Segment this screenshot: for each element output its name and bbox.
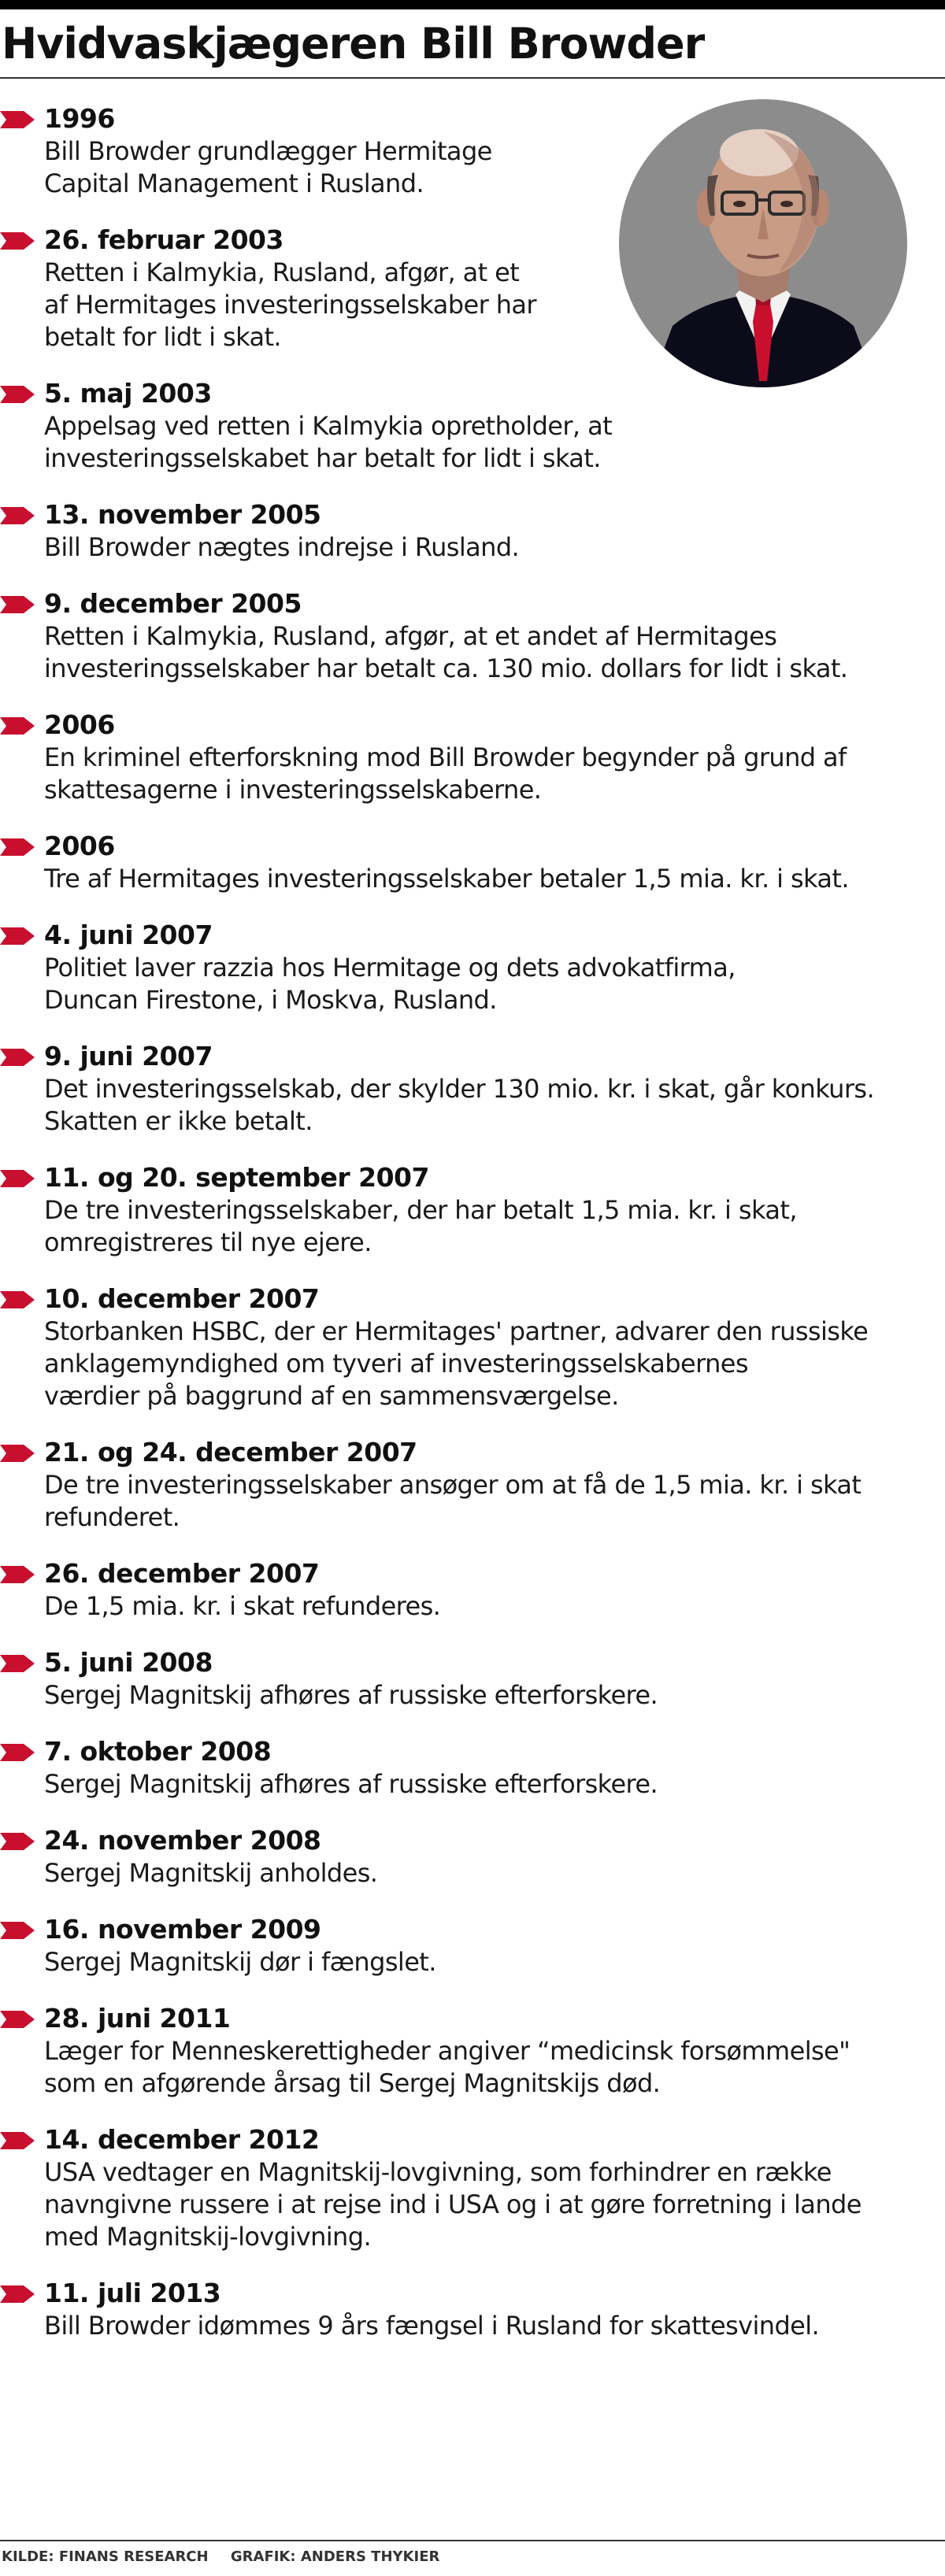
arrow-marker-icon — [0, 1291, 35, 1308]
entry-description: Retten i Kalmykia, Rusland, afgør, at et andet af Hermitages investeringsselskaber har betalt ca. 130 mio. dollars for lidt i skat. — [44, 621, 848, 683]
title-divider — [0, 77, 945, 79]
entry-date: 14. december 2012 — [44, 2124, 320, 2155]
arrow-marker-icon — [0, 232, 35, 250]
entry-description: De 1,5 mia. kr. i skat refunderes. — [44, 1591, 441, 1621]
arrow-marker-icon — [0, 1833, 35, 1850]
arrow-marker-icon — [0, 2011, 35, 2028]
arrow-marker-icon — [0, 1655, 35, 1672]
entry-description: Læger for Menneskerettigheder angiver “medicinsk forsømmelse" som en afgørende årsag til Sergej Magnitskijs død. — [44, 2036, 850, 2098]
entry-date: 5. juni 2008 — [44, 1647, 213, 1678]
timeline-entry — [0, 830, 945, 895]
timeline-entry — [0, 1824, 945, 1889]
source-credit: KILDE: FINANS RESEARCH — [2, 2548, 209, 2565]
entry-description: De tre investeringsselskaber ansøger om at få de 1,5 mia. kr. i skat refunderet. — [44, 1470, 862, 1532]
entry-date: 26. februar 2003 — [44, 224, 284, 255]
entry-description: Sergej Magnitskij dør i fængslet. — [44, 1947, 436, 1977]
timeline-entry — [0, 1913, 945, 1978]
arrow-marker-icon — [0, 386, 35, 403]
timeline-entry — [0, 1040, 945, 1138]
arrow-marker-icon — [0, 1566, 35, 1583]
arrow-marker-icon — [0, 927, 35, 945]
entry-date: 9. december 2005 — [44, 588, 302, 619]
timeline-entry — [0, 1436, 945, 1534]
arrow-marker-icon — [0, 507, 35, 524]
entry-date: 7. oktober 2008 — [44, 1736, 272, 1767]
timeline-entry — [0, 1282, 945, 1412]
timeline-entry — [0, 377, 945, 475]
arrow-marker-icon — [0, 2285, 35, 2303]
timeline — [0, 102, 945, 2342]
timeline-entry — [0, 2123, 945, 2253]
portrait — [617, 98, 909, 389]
bill-browder-portrait-icon — [617, 98, 909, 389]
arrow-marker-icon — [0, 1922, 35, 1939]
arrow-marker-icon — [0, 1744, 35, 1761]
entry-date: 21. og 24. december 2007 — [44, 1437, 417, 1468]
entry-date: 28. juni 2011 — [44, 2003, 231, 2034]
timeline-entry — [0, 919, 945, 1016]
graphic-credit: GRAFIK: ANDERS THYKIER — [230, 2548, 440, 2565]
entry-date: 2006 — [44, 831, 115, 861]
timeline-entry — [0, 1735, 945, 1801]
arrow-marker-icon — [0, 838, 35, 856]
top-bar — [0, 0, 945, 9]
timeline-entry — [0, 498, 945, 564]
entry-description: En kriminel efterforskning mod Bill Browder begynder på grund af skattesagerne i investeringsselskaberne. — [44, 742, 847, 805]
footer-divider — [0, 2540, 945, 2541]
entry-date: 9. juni 2007 — [44, 1041, 213, 1071]
arrow-marker-icon — [0, 2132, 35, 2149]
entry-description: Sergej Magnitskij afhøres af russiske efterforskere. — [44, 1769, 658, 1799]
entry-date: 4. juni 2007 — [44, 920, 213, 950]
arrow-marker-icon — [0, 1445, 35, 1462]
arrow-marker-icon — [0, 1049, 35, 1066]
entry-date: 26. december 2007 — [44, 1558, 320, 1589]
timeline-entry — [0, 709, 945, 806]
entry-date: 11. juli 2013 — [44, 2278, 221, 2308]
entry-description: Det investeringsselskab, der skylder 130 mio. kr. i skat, går konkurs. Skatten er ikke betalt. — [44, 1074, 875, 1136]
entry-description: Bill Browder idømmes 9 års fængsel i Rusland for skattesvindel. — [44, 2311, 820, 2341]
entry-date: 5. maj 2003 — [44, 378, 212, 409]
credits — [2, 2546, 439, 2568]
entry-date: 16. november 2009 — [44, 1914, 321, 1945]
entry-description: Sergej Magnitskij afhøres af russiske efterforskere. — [44, 1680, 658, 1710]
entry-description: Storbanken HSBC, der er Hermitages' partner, advarer den russiske anklagemyndighed om tyveri af investeringsselskabernes værdier på baggrund af en sammensværgelse. — [44, 1316, 869, 1411]
page-title: Hvidvaskjægeren Bill Browder — [2, 19, 705, 68]
timeline-entry — [0, 2002, 945, 2100]
entry-date: 24. november 2008 — [44, 1825, 321, 1856]
arrow-marker-icon — [0, 717, 35, 735]
entry-description: Appelsag ved retten i Kalmykia opretholder, at investeringsselskabet har betalt for lidt i skat. — [44, 411, 613, 473]
entry-date: 13. november 2005 — [44, 499, 321, 530]
arrow-marker-icon — [0, 111, 35, 128]
timeline-entry — [0, 1557, 945, 1623]
entry-description: Politiet laver razzia hos Hermitage og dets advokatfirma, Duncan Firestone, i Moskva, Rusland. — [44, 953, 736, 1015]
entry-date: 1996 — [44, 103, 115, 134]
timeline-entry — [0, 587, 945, 685]
entry-description: Tre af Hermitages investeringsselskaber betaler 1,5 mia. kr. i skat. — [44, 864, 849, 894]
entry-description: Sergej Magnitskij anholdes. — [44, 1858, 378, 1888]
entry-description: Retten i Kalmykia, Rusland, afgør, at et af Hermitages investeringsselskaber har betalt for lidt i skat. — [44, 257, 536, 352]
entry-date: 2006 — [44, 709, 115, 740]
entry-description: USA vedtager en Magnitskij-lovgivning, som forhindrer en række navngivne russere i at rejse ind i USA og i at gøre forretning i lande med Magnitskij-lovgivning. — [44, 2157, 862, 2252]
entry-date: 10. december 2007 — [44, 1283, 320, 1314]
entry-description: Bill Browder grundlægger Hermitage Capital Management i Rusland. — [44, 136, 492, 198]
entry-description: De tre investeringsselskaber, der har betalt 1,5 mia. kr. i skat, omregistreres til nye ejere. — [44, 1195, 797, 1257]
timeline-entry — [0, 1161, 945, 1259]
entry-description: Bill Browder nægtes indrejse i Rusland. — [44, 532, 520, 562]
timeline-entry — [0, 2277, 945, 2342]
arrow-marker-icon — [0, 1170, 35, 1187]
timeline-entry — [0, 1646, 945, 1712]
entry-date: 11. og 20. september 2007 — [44, 1162, 429, 1193]
arrow-marker-icon — [0, 596, 35, 613]
